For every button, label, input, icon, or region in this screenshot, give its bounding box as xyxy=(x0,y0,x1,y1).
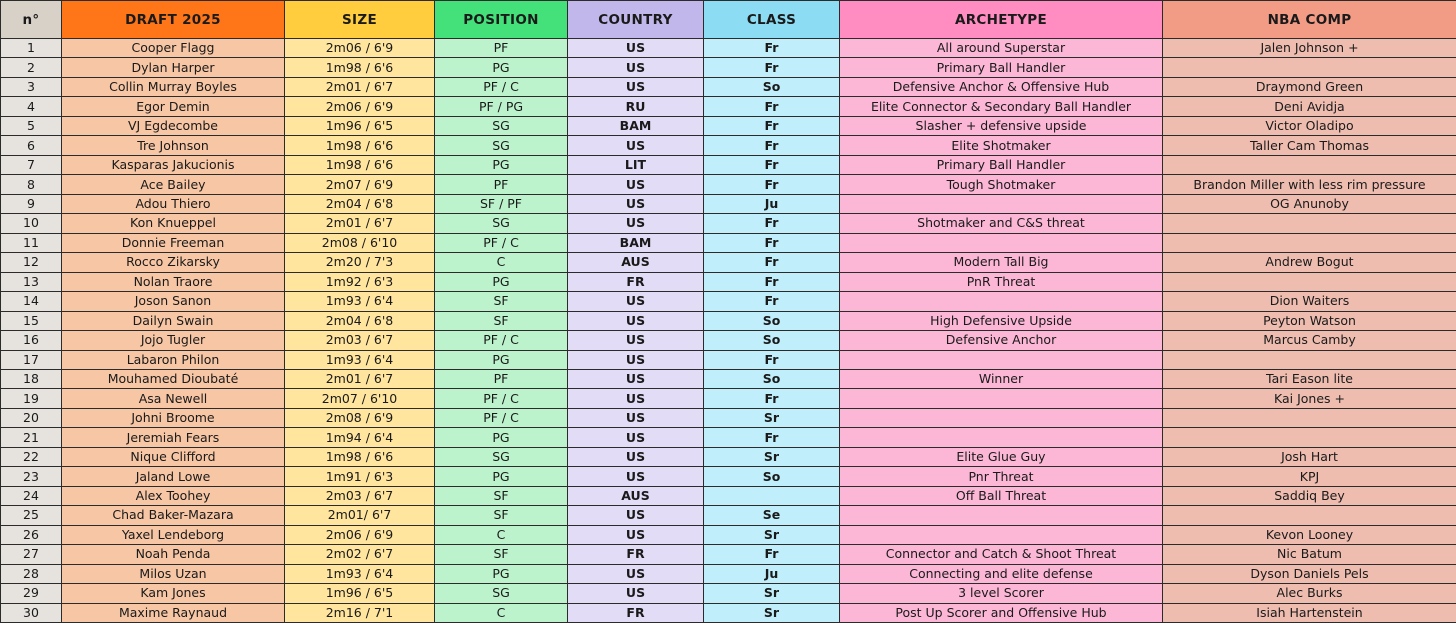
cell-nba-comp[interactable]: Saddiq Bey xyxy=(1163,486,1456,505)
cell-size[interactable]: 2m20 / 7'3 xyxy=(285,253,435,272)
cell-rank[interactable]: 5 xyxy=(1,116,62,135)
table-row xyxy=(1,350,1456,369)
cell-rank[interactable]: 19 xyxy=(1,389,62,408)
cell-size[interactable]: 2m06 / 6'9 xyxy=(285,525,435,544)
cell-nba-comp[interactable]: Andrew Bogut xyxy=(1163,253,1456,272)
cell-position[interactable]: PF / C xyxy=(435,77,568,96)
header-position[interactable]: POSITION xyxy=(435,1,568,39)
cell-player-name[interactable]: Tre Johnson xyxy=(62,136,285,155)
cell-nba-comp[interactable] xyxy=(1163,350,1456,369)
cell-rank[interactable]: 2 xyxy=(1,58,62,77)
table-row xyxy=(1,467,1456,486)
cell-rank[interactable]: 1 xyxy=(1,39,62,58)
table-row xyxy=(1,214,1456,233)
cell-archetype[interactable] xyxy=(840,428,1163,447)
cell-rank[interactable]: 21 xyxy=(1,428,62,447)
table-row xyxy=(1,97,1456,116)
cell-rank[interactable]: 12 xyxy=(1,253,62,272)
table-row xyxy=(1,369,1456,388)
cell-player-name[interactable]: Jojo Tugler xyxy=(62,331,285,350)
cell-size[interactable]: 1m98 / 6'6 xyxy=(285,447,435,466)
cell-class[interactable]: Fr xyxy=(704,350,840,369)
cell-class[interactable]: Fr xyxy=(704,428,840,447)
cell-country[interactable]: US xyxy=(568,58,704,77)
table-row xyxy=(1,447,1456,466)
cell-archetype[interactable]: Defensive Anchor xyxy=(840,331,1163,350)
cell-class[interactable]: Fr xyxy=(704,39,840,58)
header-nba-comp[interactable]: NBA COMP xyxy=(1163,1,1456,39)
cell-nba-comp[interactable] xyxy=(1163,428,1456,447)
cell-nba-comp[interactable] xyxy=(1163,214,1456,233)
cell-size[interactable]: 2m01 / 6'7 xyxy=(285,214,435,233)
cell-class[interactable]: Fr xyxy=(704,545,840,564)
cell-archetype[interactable] xyxy=(840,389,1163,408)
cell-nba-comp[interactable]: Kevon Looney xyxy=(1163,525,1456,544)
cell-position[interactable]: PG xyxy=(435,564,568,583)
cell-rank[interactable]: 7 xyxy=(1,155,62,174)
cell-class[interactable]: So xyxy=(704,311,840,330)
cell-rank[interactable]: 14 xyxy=(1,292,62,311)
cell-class[interactable]: Fr xyxy=(704,155,840,174)
cell-country[interactable]: US xyxy=(568,564,704,583)
cell-country[interactable]: US xyxy=(568,39,704,58)
cell-country[interactable]: US xyxy=(568,331,704,350)
table-row xyxy=(1,155,1456,174)
cell-country[interactable]: US xyxy=(568,389,704,408)
cell-country[interactable]: US xyxy=(568,447,704,466)
cell-position[interactable]: PG xyxy=(435,428,568,447)
cell-position[interactable]: PF / PG xyxy=(435,97,568,116)
cell-archetype[interactable]: Modern Tall Big xyxy=(840,253,1163,272)
cell-size[interactable]: 2m01 / 6'7 xyxy=(285,77,435,96)
cell-position[interactable]: PF / C xyxy=(435,233,568,252)
cell-position[interactable]: PF xyxy=(435,175,568,194)
cell-class[interactable]: Fr xyxy=(704,116,840,135)
cell-country[interactable]: US xyxy=(568,292,704,311)
cell-rank[interactable]: 23 xyxy=(1,467,62,486)
cell-position[interactable]: SG xyxy=(435,447,568,466)
cell-size[interactable]: 1m91 / 6'3 xyxy=(285,467,435,486)
cell-position[interactable]: SG xyxy=(435,584,568,603)
table-row xyxy=(1,253,1456,272)
cell-position[interactable]: PG xyxy=(435,350,568,369)
cell-nba-comp[interactable]: Tari Eason lite xyxy=(1163,369,1456,388)
cell-archetype[interactable] xyxy=(840,194,1163,213)
header-archetype[interactable]: ARCHETYPE xyxy=(840,1,1163,39)
table-row xyxy=(1,408,1456,427)
cell-player-name[interactable]: Collin Murray Boyles xyxy=(62,77,285,96)
cell-nba-comp[interactable] xyxy=(1163,155,1456,174)
cell-nba-comp[interactable]: OG Anunoby xyxy=(1163,194,1456,213)
cell-class[interactable]: So xyxy=(704,369,840,388)
cell-archetype[interactable]: Post Up Scorer and Offensive Hub xyxy=(840,603,1163,622)
cell-country[interactable]: US xyxy=(568,214,704,233)
cell-class[interactable]: Fr xyxy=(704,97,840,116)
cell-country[interactable]: US xyxy=(568,311,704,330)
table-row xyxy=(1,311,1456,330)
cell-archetype[interactable]: Primary Ball Handler xyxy=(840,155,1163,174)
table-row xyxy=(1,116,1456,135)
cell-country[interactable]: US xyxy=(568,350,704,369)
cell-archetype[interactable] xyxy=(840,525,1163,544)
cell-nba-comp[interactable]: Jalen Johnson + xyxy=(1163,39,1456,58)
cell-archetype[interactable]: Pnr Threat xyxy=(840,467,1163,486)
cell-size[interactable]: 2m06 / 6'9 xyxy=(285,39,435,58)
cell-class[interactable]: Fr xyxy=(704,389,840,408)
cell-nba-comp[interactable]: Draymond Green xyxy=(1163,77,1456,96)
cell-size[interactable]: 2m02 / 6'7 xyxy=(285,545,435,564)
table-row xyxy=(1,233,1456,252)
cell-nba-comp[interactable]: Brandon Miller with less rim pressure xyxy=(1163,175,1456,194)
cell-player-name[interactable]: Egor Demin xyxy=(62,97,285,116)
cell-player-name[interactable]: Donnie Freeman xyxy=(62,233,285,252)
cell-rank[interactable]: 15 xyxy=(1,311,62,330)
cell-position[interactable]: PG xyxy=(435,58,568,77)
cell-size[interactable]: 2m07 / 6'10 xyxy=(285,389,435,408)
cell-class[interactable]: Sr xyxy=(704,525,840,544)
cell-nba-comp[interactable] xyxy=(1163,408,1456,427)
cell-rank[interactable]: 30 xyxy=(1,603,62,622)
cell-player-name[interactable]: Joson Sanon xyxy=(62,292,285,311)
cell-size[interactable]: 2m03 / 6'7 xyxy=(285,331,435,350)
cell-class[interactable]: Se xyxy=(704,506,840,525)
cell-rank[interactable]: 11 xyxy=(1,233,62,252)
cell-nba-comp[interactable]: Alec Burks xyxy=(1163,584,1456,603)
cell-nba-comp[interactable]: Victor Oladipo xyxy=(1163,116,1456,135)
cell-rank[interactable]: 22 xyxy=(1,447,62,466)
cell-class[interactable]: Sr xyxy=(704,603,840,622)
cell-archetype[interactable]: Winner xyxy=(840,369,1163,388)
cell-size[interactable]: 2m01 / 6'7 xyxy=(285,369,435,388)
cell-position[interactable]: PF / C xyxy=(435,408,568,427)
cell-archetype[interactable] xyxy=(840,350,1163,369)
cell-nba-comp[interactable] xyxy=(1163,58,1456,77)
table-row xyxy=(1,545,1456,564)
cell-nba-comp[interactable] xyxy=(1163,272,1456,291)
table-row xyxy=(1,272,1456,291)
cell-class[interactable]: Fr xyxy=(704,272,840,291)
cell-nba-comp[interactable]: Deni Avidja xyxy=(1163,97,1456,116)
cell-archetype[interactable]: Tough Shotmaker xyxy=(840,175,1163,194)
cell-nba-comp[interactable]: Isiah Hartenstein xyxy=(1163,603,1456,622)
cell-player-name[interactable]: Dailyn Swain xyxy=(62,311,285,330)
cell-rank[interactable]: 27 xyxy=(1,545,62,564)
cell-class[interactable]: So xyxy=(704,77,840,96)
cell-position[interactable]: C xyxy=(435,525,568,544)
cell-player-name[interactable]: Asa Newell xyxy=(62,389,285,408)
cell-position[interactable]: PF / C xyxy=(435,331,568,350)
table-row xyxy=(1,39,1456,58)
cell-player-name[interactable]: Milos Uzan xyxy=(62,564,285,583)
table-row xyxy=(1,136,1456,155)
cell-archetype[interactable]: Defensive Anchor & Offensive Hub xyxy=(840,77,1163,96)
cell-player-name[interactable]: Rocco Zikarsky xyxy=(62,253,285,272)
cell-size[interactable]: 2m01/ 6'7 xyxy=(285,506,435,525)
cell-class[interactable]: Ju xyxy=(704,194,840,213)
cell-player-name[interactable]: VJ Egdecombe xyxy=(62,116,285,135)
cell-nba-comp[interactable]: Marcus Camby xyxy=(1163,331,1456,350)
table-header xyxy=(1,1,1456,39)
cell-position[interactable]: PG xyxy=(435,272,568,291)
cell-class[interactable]: Fr xyxy=(704,58,840,77)
cell-rank[interactable]: 6 xyxy=(1,136,62,155)
header-row xyxy=(1,1,1456,39)
cell-rank[interactable]: 4 xyxy=(1,97,62,116)
cell-country[interactable]: US xyxy=(568,467,704,486)
cell-nba-comp[interactable] xyxy=(1163,506,1456,525)
cell-player-name[interactable]: Alex Toohey xyxy=(62,486,285,505)
cell-country[interactable]: BAM xyxy=(568,116,704,135)
cell-archetype[interactable]: Elite Connector & Secondary Ball Handler xyxy=(840,97,1163,116)
cell-country[interactable]: US xyxy=(568,428,704,447)
cell-size[interactable]: 1m93 / 6'4 xyxy=(285,564,435,583)
cell-class[interactable]: So xyxy=(704,331,840,350)
cell-class[interactable]: Sr xyxy=(704,584,840,603)
cell-archetype[interactable]: PnR Threat xyxy=(840,272,1163,291)
header-class[interactable]: CLASS xyxy=(704,1,840,39)
cell-size[interactable]: 1m98 / 6'6 xyxy=(285,155,435,174)
cell-size[interactable]: 1m92 / 6'3 xyxy=(285,272,435,291)
table-row xyxy=(1,77,1456,96)
cell-player-name[interactable]: Cooper Flagg xyxy=(62,39,285,58)
cell-rank[interactable]: 16 xyxy=(1,331,62,350)
cell-player-name[interactable]: Mouhamed Dioubaté xyxy=(62,369,285,388)
cell-size[interactable]: 1m96 / 6'5 xyxy=(285,116,435,135)
table-row xyxy=(1,175,1456,194)
cell-nba-comp[interactable]: KPJ xyxy=(1163,467,1456,486)
cell-class[interactable]: Fr xyxy=(704,214,840,233)
table-row xyxy=(1,428,1456,447)
cell-country[interactable]: FR xyxy=(568,545,704,564)
cell-class[interactable]: Ju xyxy=(704,564,840,583)
cell-player-name[interactable]: Jeremiah Fears xyxy=(62,428,285,447)
cell-player-name[interactable]: Chad Baker-Mazara xyxy=(62,506,285,525)
cell-country[interactable]: US xyxy=(568,584,704,603)
cell-country[interactable]: US xyxy=(568,408,704,427)
cell-country[interactable]: RU xyxy=(568,97,704,116)
cell-country[interactable]: LIT xyxy=(568,155,704,174)
cell-player-name[interactable]: Maxime Raynaud xyxy=(62,603,285,622)
cell-country[interactable]: US xyxy=(568,194,704,213)
cell-size[interactable]: 1m98 / 6'6 xyxy=(285,58,435,77)
cell-country[interactable]: AUS xyxy=(568,253,704,272)
cell-size[interactable]: 1m98 / 6'6 xyxy=(285,136,435,155)
cell-player-name[interactable]: Kon Knueppel xyxy=(62,214,285,233)
cell-rank[interactable]: 28 xyxy=(1,564,62,583)
cell-archetype[interactable]: All around Superstar xyxy=(840,39,1163,58)
cell-player-name[interactable]: Nique Clifford xyxy=(62,447,285,466)
table-row xyxy=(1,292,1456,311)
cell-class[interactable]: Fr xyxy=(704,136,840,155)
cell-position[interactable]: SF / PF xyxy=(435,194,568,213)
cell-size[interactable]: 2m08 / 6'9 xyxy=(285,408,435,427)
cell-archetype[interactable]: Slasher + defensive upside xyxy=(840,116,1163,135)
cell-rank[interactable]: 29 xyxy=(1,584,62,603)
cell-class[interactable]: Fr xyxy=(704,233,840,252)
table-row xyxy=(1,194,1456,213)
cell-size[interactable]: 2m04 / 6'8 xyxy=(285,311,435,330)
cell-player-name[interactable]: Kasparas Jakucionis xyxy=(62,155,285,174)
cell-player-name[interactable]: Dylan Harper xyxy=(62,58,285,77)
cell-archetype[interactable] xyxy=(840,506,1163,525)
header-draft[interactable]: DRAFT 2025 xyxy=(62,1,285,39)
cell-rank[interactable]: 10 xyxy=(1,214,62,233)
cell-class[interactable]: Sr xyxy=(704,447,840,466)
cell-rank[interactable]: 24 xyxy=(1,486,62,505)
cell-position[interactable]: SF xyxy=(435,292,568,311)
table-row xyxy=(1,525,1456,544)
cell-player-name[interactable]: Johni Broome xyxy=(62,408,285,427)
cell-class[interactable]: So xyxy=(704,467,840,486)
cell-archetype[interactable]: Elite Shotmaker xyxy=(840,136,1163,155)
header-country[interactable]: COUNTRY xyxy=(568,1,704,39)
cell-size[interactable]: 2m08 / 6'10 xyxy=(285,233,435,252)
cell-player-name[interactable]: Ace Bailey xyxy=(62,175,285,194)
cell-rank[interactable]: 18 xyxy=(1,369,62,388)
cell-country[interactable]: BAM xyxy=(568,233,704,252)
cell-nba-comp[interactable]: Dyson Daniels Pels xyxy=(1163,564,1456,583)
cell-archetype[interactable] xyxy=(840,408,1163,427)
table-body xyxy=(1,39,1456,623)
cell-size[interactable]: 1m93 / 6'4 xyxy=(285,350,435,369)
cell-class[interactable] xyxy=(704,486,840,505)
cell-class[interactable]: Fr xyxy=(704,253,840,272)
cell-size[interactable]: 2m03 / 6'7 xyxy=(285,486,435,505)
cell-archetype[interactable] xyxy=(840,292,1163,311)
cell-nba-comp[interactable]: Peyton Watson xyxy=(1163,311,1456,330)
cell-archetype[interactable] xyxy=(840,233,1163,252)
cell-position[interactable]: SF xyxy=(435,545,568,564)
cell-player-name[interactable]: Nolan Traore xyxy=(62,272,285,291)
cell-position[interactable]: SF xyxy=(435,311,568,330)
cell-position[interactable]: C xyxy=(435,253,568,272)
cell-position[interactable]: SF xyxy=(435,506,568,525)
cell-player-name[interactable]: Kam Jones xyxy=(62,584,285,603)
cell-country[interactable]: AUS xyxy=(568,486,704,505)
cell-country[interactable]: US xyxy=(568,136,704,155)
table-row xyxy=(1,506,1456,525)
cell-rank[interactable]: 26 xyxy=(1,525,62,544)
cell-size[interactable]: 2m06 / 6'9 xyxy=(285,97,435,116)
cell-position[interactable]: PG xyxy=(435,467,568,486)
cell-country[interactable]: US xyxy=(568,369,704,388)
cell-archetype[interactable]: Primary Ball Handler xyxy=(840,58,1163,77)
cell-position[interactable]: C xyxy=(435,603,568,622)
cell-position[interactable]: PF / C xyxy=(435,389,568,408)
cell-country[interactable]: US xyxy=(568,525,704,544)
cell-nba-comp[interactable]: Dion Waiters xyxy=(1163,292,1456,311)
table-row xyxy=(1,603,1456,622)
cell-position[interactable]: PF xyxy=(435,369,568,388)
cell-player-name[interactable]: Noah Penda xyxy=(62,545,285,564)
cell-size[interactable]: 2m04 / 6'8 xyxy=(285,194,435,213)
cell-nba-comp[interactable]: Josh Hart xyxy=(1163,447,1456,466)
cell-class[interactable]: Fr xyxy=(704,175,840,194)
cell-archetype[interactable]: Elite Glue Guy xyxy=(840,447,1163,466)
cell-nba-comp[interactable]: Taller Cam Thomas xyxy=(1163,136,1456,155)
table-row xyxy=(1,584,1456,603)
cell-player-name[interactable]: Adou Thiero xyxy=(62,194,285,213)
table-row xyxy=(1,58,1456,77)
cell-archetype[interactable]: Connecting and elite defense xyxy=(840,564,1163,583)
table-row xyxy=(1,564,1456,583)
cell-size[interactable]: 2m16 / 7'1 xyxy=(285,603,435,622)
cell-rank[interactable]: 8 xyxy=(1,175,62,194)
cell-size[interactable]: 1m96 / 6'5 xyxy=(285,584,435,603)
cell-class[interactable]: Fr xyxy=(704,292,840,311)
table-row xyxy=(1,331,1456,350)
cell-archetype[interactable]: High Defensive Upside xyxy=(840,311,1163,330)
cell-archetype[interactable]: Off Ball Threat xyxy=(840,486,1163,505)
cell-rank[interactable]: 13 xyxy=(1,272,62,291)
cell-player-name[interactable]: Yaxel Lendeborg xyxy=(62,525,285,544)
cell-rank[interactable]: 20 xyxy=(1,408,62,427)
cell-size[interactable]: 1m94 / 6'4 xyxy=(285,428,435,447)
cell-rank[interactable]: 3 xyxy=(1,77,62,96)
cell-rank[interactable]: 17 xyxy=(1,350,62,369)
cell-position[interactable]: SG xyxy=(435,214,568,233)
cell-archetype[interactable]: 3 level Scorer xyxy=(840,584,1163,603)
cell-rank[interactable]: 9 xyxy=(1,194,62,213)
cell-position[interactable]: SG xyxy=(435,136,568,155)
cell-position[interactable]: SG xyxy=(435,116,568,135)
cell-nba-comp[interactable]: Kai Jones + xyxy=(1163,389,1456,408)
cell-player-name[interactable]: Labaron Philon xyxy=(62,350,285,369)
table-row xyxy=(1,486,1456,505)
cell-position[interactable]: SF xyxy=(435,486,568,505)
cell-rank[interactable]: 25 xyxy=(1,506,62,525)
cell-nba-comp[interactable]: Nic Batum xyxy=(1163,545,1456,564)
cell-class[interactable]: Sr xyxy=(704,408,840,427)
cell-country[interactable]: US xyxy=(568,175,704,194)
cell-country[interactable]: FR xyxy=(568,603,704,622)
table-row xyxy=(1,389,1456,408)
cell-position[interactable]: PF xyxy=(435,39,568,58)
cell-size[interactable]: 2m07 / 6'9 xyxy=(285,175,435,194)
header-rank[interactable]: n° xyxy=(1,1,62,39)
cell-player-name[interactable]: Jaland Lowe xyxy=(62,467,285,486)
cell-size[interactable]: 1m93 / 6'4 xyxy=(285,292,435,311)
cell-position[interactable]: PG xyxy=(435,155,568,174)
cell-archetype[interactable]: Shotmaker and C&S threat xyxy=(840,214,1163,233)
header-size[interactable]: SIZE xyxy=(285,1,435,39)
cell-country[interactable]: US xyxy=(568,77,704,96)
cell-country[interactable]: US xyxy=(568,506,704,525)
cell-archetype[interactable]: Connector and Catch & Shoot Threat xyxy=(840,545,1163,564)
cell-nba-comp[interactable] xyxy=(1163,233,1456,252)
cell-country[interactable]: FR xyxy=(568,272,704,291)
